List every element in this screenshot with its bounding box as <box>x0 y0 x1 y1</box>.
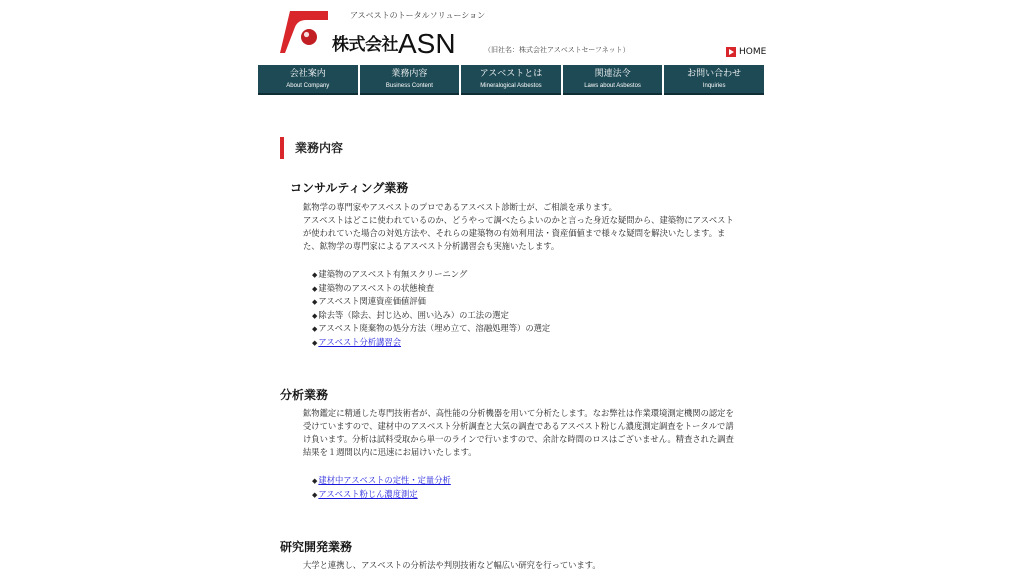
text-line: 受けていますので、建材中のアスベスト分析調査と大気の調査であるアスベスト粉じん濃度測定調査をトータルで請 <box>303 421 734 431</box>
tagline: アスベストのトータルソリューション <box>350 11 486 20</box>
nav-label-jp: 会社案内 <box>289 68 326 79</box>
consulting-service-list <box>312 268 550 349</box>
text-line: け負います。分析は試料受取から単一のラインで行いますので、余計な時間のロスはございません。精査された調査 <box>303 434 734 444</box>
nav-label-jp: アスベストとは <box>479 68 543 79</box>
nav-label-en: Mineralogical Asbestos <box>480 82 542 89</box>
nav-laws-about-asbestos[interactable] <box>563 65 663 95</box>
page-container <box>258 0 767 585</box>
company-name[interactable] <box>332 28 456 60</box>
nav-label-en: Business Content <box>385 82 433 89</box>
company-asn: ASN <box>398 28 456 59</box>
list-item-link[interactable] <box>312 336 550 350</box>
section-text-research <box>303 559 601 572</box>
section-title-consulting: コンサルティング業務 <box>290 181 409 195</box>
section-text-analysis <box>303 407 734 459</box>
nav-label-en: About Company <box>286 82 330 89</box>
text-line: 結果を１週間以内に迅速にお届けいたします。 <box>303 447 477 457</box>
nav-about-company[interactable] <box>258 65 358 95</box>
text-line: た、鉱物学の専門家によるアスベスト分析講習会も実施いたします。 <box>303 241 560 251</box>
section-title-research: 研究開発業務 <box>280 540 353 554</box>
page-title: 業務内容 <box>280 137 343 159</box>
list-item: ◆ 建築物のアスベスト有無スクリーニング <box>312 268 550 282</box>
analysis-service-list <box>312 474 451 501</box>
list-item: ◆ 建築物のアスベストの状態検査 <box>312 282 550 296</box>
list-item: ◆ アスベスト廃棄物の処分方法（埋め立て、溶融処理等）の選定 <box>312 322 550 336</box>
arrow-right-icon <box>726 47 736 57</box>
text-line: アスベストはどこに使われているのか、どうやって調べたらよいのかと言った身近な疑問から、建築物にアスベスト <box>303 215 734 225</box>
dust-measurement-link[interactable]: アスベスト粉じん濃度測定 <box>318 488 418 499</box>
nav-label-en: Inquiries <box>702 82 726 89</box>
material-analysis-link[interactable]: 建材中アスベストの定性・定量分析 <box>318 475 451 485</box>
list-item-link[interactable] <box>312 488 451 502</box>
section-title-analysis: 分析業務 <box>280 388 329 402</box>
company-prefix: 株式会社 <box>332 35 398 55</box>
text-line: 鉱物学の専門家やアスベストのプロであるアスベスト診断士が、ご相談を承ります。 <box>303 202 617 212</box>
list-item-link[interactable] <box>312 474 451 488</box>
list-item: ◆ 除去等（除去、封じ込め、囲い込み）の工法の選定 <box>312 309 550 323</box>
nav-label-jp: 業務内容 <box>391 68 428 79</box>
nav-label-en: Laws about Asbestos <box>584 82 641 89</box>
main-nav <box>258 65 764 95</box>
text-line: 大学と連携し、アスベストの分析法や判別技術など幅広い研究を行っています。 <box>303 560 601 570</box>
list-item: ◆ アスベスト関連資産価値評価 <box>312 295 550 309</box>
asbestos-seminar-link[interactable]: アスベスト分析講習会 <box>318 336 402 347</box>
text-line: 鉱物鑑定に精通した専門技術者が、高性能の分析機器を用いて分析たします。なお弊社は作業環境測定機関の認定を <box>303 408 734 418</box>
home-label: HOME <box>739 47 767 57</box>
company-logo-icon[interactable] <box>280 11 328 53</box>
home-link[interactable] <box>726 47 766 57</box>
nav-label-jp: 関連法令 <box>594 68 631 79</box>
old-company-name: （旧社名：株式会社アスベストセーフネット） <box>484 46 630 54</box>
text-line: が使われていた場合の対処方法や、それらの建築物の有効利用法・資産価値まで様々な疑問を解決いたします。ま <box>303 228 726 238</box>
nav-inquiries[interactable] <box>664 65 764 95</box>
nav-label-jp: お問い合わせ <box>687 68 742 79</box>
nav-mineralogical-asbestos[interactable] <box>461 65 561 95</box>
nav-business-content[interactable] <box>360 65 460 95</box>
section-text-consulting <box>303 201 734 253</box>
